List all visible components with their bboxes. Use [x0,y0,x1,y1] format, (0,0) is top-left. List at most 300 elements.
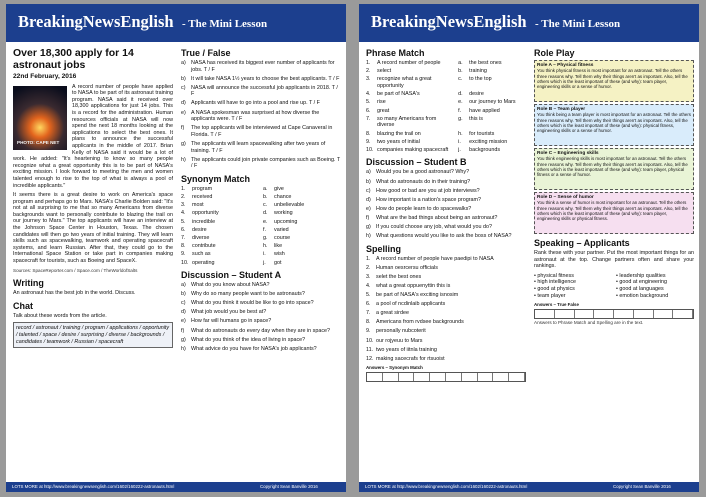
role-text: You think engineering skills is most important for an astronaut. Tell the others three reasons why. Tell them why their things aren't as important. Also, tell the others which is the least important of these (and why): team player, physical fitness or a sense of humor. [537,156,688,178]
true-false-item-text: NASA will announce the successful job applicants in 2018. T / F [191,84,338,98]
speaking-item: • leadership qualities [616,273,694,280]
synonym-match-cell [181,235,259,242]
synonym-match-text: incredible [192,218,216,225]
phrase-match-cell [458,108,526,115]
synonym-match-text: working [274,210,293,217]
phrase-match-number: 6. [366,107,371,114]
synonym-match-cell [181,202,259,209]
footer-link[interactable]: LOTS MORE at http://www.breakingnewsenglish.com/1602/160222-astronauts.html [12,484,175,489]
phrase-match-text: this is [469,115,483,122]
discussion-a-question-number: b) [181,291,186,298]
section-heading-synonym-match: Synonym Match [181,173,251,184]
true-false-item [181,141,341,154]
synonym-match-cell [263,260,341,267]
phrase-match-cell [366,131,454,138]
discussion-b-question-number: d) [366,196,371,203]
phrase-match-text: the best ones [469,60,502,66]
phrase-match-text: backgrounds [469,146,501,153]
discussion-a-question-text: How far will humans go in space? [191,318,272,325]
phrase-match-number: 7. [366,115,371,122]
synonym-match-cell [181,186,259,193]
phrase-match-text: two years of initial [377,138,420,145]
discussion-b-question-number: a) [366,169,371,176]
phrase-match-number: d. [458,91,463,98]
footer-link[interactable]: LOTS MORE at http://www.breakingnewsenglish.com/1602/160222-astronauts.html [365,484,528,489]
section-heading-spelling: Spelling [366,243,402,254]
phrase-match-cell [366,108,454,115]
synonym-match-cell [181,219,259,226]
left-column [13,48,173,348]
spelling-item-text: two years of iitnla training [376,346,437,353]
discussion-a-question [181,328,341,335]
discussion-a-question-number: c) [181,300,186,307]
discussion-a-question-text: What do you think of the idea of living in space? [191,336,306,343]
phrase-match-number: 3. [366,76,371,83]
synonym-match-number: 6. [181,226,186,233]
synonym-match-number: 4. [181,210,186,217]
true-false-item-number: d) [181,100,186,107]
phrase-match-text: companies making spacecraft [377,146,449,153]
spelling-item-number: 8. [366,319,371,326]
synonym-match-cell [263,227,341,234]
phrase-match-number: 2. [366,68,371,75]
synonym-match-number: g. [263,234,268,241]
spelling-item-text: Human oesrcersu officials [376,264,438,271]
synonym-match-cell [263,194,341,201]
spelling-item [366,347,526,354]
synonym-match-text: course [274,234,291,241]
role-text: You think physical fitness is most important for an astronaut. Tell the others three reasons why. Tell them why their things aren't as important. Also, tell the others which is the least important of these (and why): team player, engineering skills or a sense of humor. [537,68,688,90]
speaking-item: • good at languages [616,286,694,293]
synonym-match-cell [263,251,341,258]
phrase-match-text: be part of NASA's [377,91,420,98]
discussion-b-question-number: f) [366,214,370,221]
phrase-match-number: e. [458,99,463,106]
phrase-match-cell [366,91,454,98]
synonym-match-cell [181,251,259,258]
true-false-item [181,85,341,98]
true-false-item-number: b) [181,75,186,82]
spelling-item-number: 11. [366,346,374,353]
spelling-item-text: Americans from rvdsee backgrounds [376,319,464,326]
synonym-match-number: 2. [181,194,186,200]
phrase-match-number: 5. [366,99,371,106]
phrase-match-cell [458,99,526,106]
brand-title: BreakingNewsEnglish [371,12,527,31]
discussion-b-question [366,197,526,204]
synonym-match-grid [181,186,341,266]
brand-title: BreakingNewsEnglish [18,12,174,31]
spelling-item-number: 1. [366,255,371,262]
spelling-item-number: 9. [366,328,371,335]
section-heading-speaking: Speaking – Applicants [534,238,630,248]
phrase-match-grid [366,60,526,153]
discussion-a-question-text: What job would you be best at? [191,309,267,316]
phrase-match-cell [366,60,454,67]
role-play-list [534,60,694,234]
synonym-match-cell [181,210,259,217]
writing-prompt: An astronaut has the best job in the world. Discuss. [13,290,136,297]
synonym-match-text: wish [274,251,285,258]
synonym-match-text: diverse [192,234,210,241]
article-photo [13,86,67,150]
synonym-match-text: upcoming [274,218,298,225]
speaking-item: • physical fitness [534,273,612,280]
section-heading-role-play: Role Play [534,48,575,58]
synonym-match-number: j. [263,259,266,266]
page-left [6,4,346,492]
spelling-item [366,328,526,335]
discussion-b-question-text: What are the bad things about being an astronaut? [376,214,498,221]
spelling-item [366,319,526,326]
true-false-item-text: The applicants could join private companies such as Boeing. T / F [191,156,341,170]
synonym-match-text: varied [274,226,289,233]
phrase-match-number: c. [458,76,463,83]
synonym-match-text: desire [192,226,207,233]
discussion-b-question-text: What questions would you like to ask the boss of NASA? [376,233,512,240]
phrase-match-text: so many Americans from diverse [377,115,437,129]
phrase-match-cell [458,76,526,89]
discussion-b-question-number: g) [366,224,371,231]
true-false-item-text: The applicants will learn spacewalking after two years of training. T / F [191,140,326,154]
discussion-b-question [366,188,526,195]
synonym-match-cell [181,243,259,250]
synonym-match-cell [263,219,341,226]
discussion-b-question [366,233,526,240]
discussion-b-question [366,179,526,186]
article-title: Over 18,300 apply for 14 astronaut jobs [13,47,134,71]
synonym-match-number: 1. [181,185,186,192]
role-title: Role C – Engineering skills [537,151,599,156]
phrase-match-text: for tourists [469,130,495,137]
discussion-b-question-text: Would you be a good astronaut? Why? [376,169,470,176]
phrase-match-number: 4. [366,91,371,98]
phrase-match-cell [366,147,454,154]
phrase-match-text: to the top [469,76,492,83]
spelling-item-text: a pool of ncdinlaib applicants [376,301,446,308]
discussion-a-question [181,282,341,289]
answers-grid-true-false [534,309,694,319]
synonym-match-text: opportunity [192,210,219,217]
phrase-match-text: recognize what a great opportunity [377,76,432,89]
section-heading-phrase-match: Phrase Match [366,48,425,58]
discussion-b-list [366,169,526,239]
synonym-match-text: chance [274,194,292,200]
discussion-a-question [181,337,341,344]
true-false-item-number: e) [181,109,186,116]
role-title: Role D – Sense of humor [537,195,594,200]
phrase-match-text: exciting mission [469,138,508,145]
synonym-match-cell [181,227,259,234]
spelling-item [366,356,526,363]
page-banner [6,4,346,42]
true-false-list [181,60,341,170]
phrase-match-cell [458,139,526,146]
chat-intro: Talk about these words from the article. [13,312,107,319]
synonym-match-cell [181,194,259,201]
article-date: 22nd February, 2016 [13,73,77,80]
discussion-a-question [181,309,341,316]
phrase-match-cell [458,60,526,67]
phrase-match-cell [458,68,526,75]
article-sources: Sources: SpaceReporter.com / Space.com / TheWorldofSalts [13,267,138,273]
role-text: You think being a team player is most important for an astronaut. Tell the others three reasons why. Tell them why their things aren't as important. Also, tell the others which is the least important of these (and why): physical fitness, engineering skills or a sense of humor. [537,112,692,134]
spelling-item-text: our rojyeuu to Mars [376,337,423,344]
discussion-a-list [181,282,341,352]
spelling-item-number: 2. [366,264,371,271]
synonym-match-number: 3. [181,202,186,209]
section-heading-writing: Writing [13,278,44,289]
synonym-match-number: a. [263,185,268,192]
synonym-match-cell [263,202,341,209]
spelling-item-text: A record number of people have paedipi to NASA [376,255,494,262]
spelling-item [366,274,526,281]
discussion-a-question-number: d) [181,309,186,316]
phrase-match-text: desire [469,91,484,98]
synonym-match-cell [263,186,341,193]
phrase-match-cell [366,99,454,106]
speaking-list [534,273,694,299]
true-false-item [181,60,341,73]
synonym-match-text: most [192,202,204,209]
synonym-match-text: unbelievable [274,202,305,209]
synonym-match-text: got [274,259,282,266]
mini-lesson-label: - The Mini Lesson [182,18,268,30]
role-title: Role A – Physical fitness [537,63,594,68]
spelling-item-text: what a great oppuenyttin this is [376,283,451,289]
synonym-match-text: operating [192,259,215,266]
spelling-list [366,256,526,363]
synonym-match-number: h. [263,243,268,250]
spelling-item [366,338,526,345]
discussion-b-question [366,206,526,213]
phrase-match-cell [366,68,454,75]
section-heading-discussion-b: Discussion – Student B [366,157,467,168]
true-false-item-text: The top applicants will be interviewed at Cape Canaveral in Florida. T / F [191,125,333,138]
answers-note: Answers to Phrase Match and Spelling are in the text. [534,319,644,325]
discussion-b-question-number: b) [366,178,371,185]
phrase-match-number: 10. [366,146,374,153]
true-false-item-number: h) [181,156,186,163]
discussion-a-question-text: What do you think it would be like to go into space? [191,300,314,307]
page-footer [359,482,699,492]
page-footer [6,482,346,492]
article-paragraph: A record number of people have applied to NASA to be part of its astronaut training program. NASA said it received over 18,300 applications for just 14 jobs. This is a record for the administration. Human resources officials at NASA will now spend the next 18 months looking at the applications to select the best ones. It plans to announce the successful applicants in the middle of 2017. Brian Kelly of NASA said it would be a lot of work. He added: "It's heartening to know so many people recognize what a great opportunity this is to be part of NASA's exciting mission. I look forward to meeting the men and women talented enough to rise to the top of what is always a pool of incredible applicants." [13,83,173,189]
answers-grid-synonym [366,372,526,382]
phrase-match-number: h. [458,130,463,137]
page-banner [359,4,699,42]
true-false-item-number: f) [181,125,185,132]
discussion-b-question-number: h) [366,233,371,240]
phrase-match-cell [366,76,454,89]
spelling-item-number: 5. [366,292,371,299]
discussion-a-question [181,300,341,307]
speaking-item: • team player [534,293,612,300]
phrase-match-cell [458,131,526,138]
phrase-match-text: have applied [469,107,500,114]
spelling-item-text: selet the best ones [376,273,422,280]
phrase-match-text: our journey to Mars [469,99,516,106]
true-false-item-number: c) [181,84,186,91]
spelling-item-text: personally nubcoterit [376,328,426,335]
discussion-b-question-text: What do astronauts do in their training? [376,178,471,185]
synonym-match-cell [263,210,341,217]
phrase-match-number: b. [458,68,463,75]
phrase-match-text: select [377,68,392,75]
synonym-match-number: b. [263,194,268,200]
discussion-a-question-text: What do you know about NASA? [191,282,270,289]
phrase-match-number: a. [458,60,463,66]
phrase-match-text: training [469,68,487,75]
role-card [534,148,694,190]
discussion-b-question-text: How good or bad are you at job interviews? [376,187,480,194]
phrase-match-text: A record number of people [377,60,441,66]
answers-heading-true-false: Answers – True False [534,302,579,308]
speaking-item: • emotion background [616,293,694,300]
true-false-item [181,76,341,83]
discussion-b-question [366,224,526,231]
phrase-match-number: 9. [366,138,371,145]
phrase-match-number: f. [458,107,462,114]
phrase-match-number: 1. [366,60,371,66]
synonym-match-cell [263,235,341,242]
spelling-item [366,256,526,263]
spelling-item-number: 6. [366,301,371,308]
role-title: Role B – Team player [537,107,586,112]
synonym-match-number: 10. [181,259,189,266]
photo-caption: PHOTO: CAPE NET [17,140,60,145]
discussion-b-question [366,215,526,222]
role-card [534,192,694,234]
spelling-item [366,292,526,299]
speaking-item: • good at physics [534,286,612,293]
phrase-match-cell [458,91,526,98]
speaking-item: • high intelligence [534,279,612,286]
discussion-a-question-number: g) [181,336,186,343]
discussion-a-question-number: f) [181,327,185,334]
synonym-match-number: c. [263,202,268,209]
synonym-match-number: 7. [181,234,186,241]
synonym-match-text: like [274,243,283,250]
spelling-item-number: 7. [366,310,371,317]
phrase-match-text: great [377,107,390,114]
true-false-item-text: It will take NASA 1½ years to choose the best applicants. T / F [191,75,340,82]
phrase-match-number: 8. [366,130,371,137]
synonym-match-number: d. [263,210,268,217]
synonym-match-text: received [192,194,213,200]
section-heading-chat: Chat [13,300,33,311]
phrase-match-cell [458,116,526,129]
synonym-match-text: such as [192,251,211,258]
discussion-b-question-number: c) [366,187,371,194]
discussion-a-question [181,318,341,325]
true-false-item [181,110,341,123]
phrase-match-cell [366,139,454,146]
page-right [359,4,699,492]
discussion-a-question-text: What do astronauts do every day when they are in space? [191,327,331,334]
true-false-item [181,100,341,107]
spelling-item-number: 10. [366,337,374,344]
footer-copyright: Copyright Sean Banville 2016 [260,484,318,489]
role-card [534,104,694,146]
synonym-match-text: give [274,185,284,192]
right-column [534,48,694,326]
spelling-item-number: 4. [366,283,371,289]
spelling-item-text: be part of NASA's exciting isnosim [376,292,459,299]
discussion-b-question-text: How important is a nation's space program? [376,196,481,203]
phrase-match-text: rise [377,99,386,106]
synonym-match-number: e. [263,218,268,225]
speaking-item: • good at engineering [616,279,694,286]
synonym-match-number: f. [263,226,266,233]
discussion-b-question [366,169,526,176]
phrase-match-cell [366,116,454,129]
mini-lesson-label: - The Mini Lesson [535,18,621,30]
spelling-item-number: 12. [366,355,374,362]
discussion-a-question-text: What advice do you have for NASA's job applicants? [191,345,317,352]
discussion-a-question-text: Why do so many people want to be astronauts? [191,291,305,298]
spelling-item [366,310,526,317]
true-false-item-text: A NASA spokesman was surprised at how diverse the applicants were. T / F [191,109,320,123]
true-false-item-text: Applicants will have to go into a pool and rise up. T / F [191,100,320,107]
role-card [534,60,694,102]
phrase-match-number: g. [458,115,463,122]
true-false-item-number: g) [181,140,186,147]
discussion-a-question-number: a) [181,282,186,289]
true-false-item [181,125,341,138]
synonym-match-text: program [192,185,213,192]
role-text: You think a sense of humor is most important for an astronaut. Tell the others three reasons why. Tell them why their things aren't as important. Also, tell the others which is the least important of these (and why): team player, engineering skills or physical fitness. [537,200,688,222]
synonym-match-cell [181,260,259,267]
discussion-a-question-number: e) [181,318,186,325]
discussion-a-question [181,291,341,298]
spelling-item-text: a great sirdee [376,310,409,317]
section-heading-discussion-a: Discussion – Student A [181,270,282,281]
true-false-item [181,157,341,170]
left-column [366,48,526,382]
article-paragraph: It seems there is a great desire to work on America's space program and perhaps go to Mars. NASA's Charlie Bolden said: "It's not at all surprising to me that so many Americans from diverse backgrounds want to personally contribute to blazing the trail on our journey to Mars." The top applicants will have an interview at the Johnson Space Center in Houston, Texas. The chosen candidates will then go two years of initial training. They will learn skills such as spacewalking, teamwork and operating spacecraft systems, and learn Russian. After that, they could go to the International Space Station or take part in companies making spacecraft for tourists, such as Boeing and SpaceX. [13,192,173,265]
synonym-match-number: i. [263,251,266,258]
speaking-intro: Rank these with your partner. Put the most important things for an astronaut at the top. Change partners often and share your rankings. [534,250,694,270]
phrase-match-text: blazing the trail on [377,130,421,137]
true-false-item-number: a) [181,60,186,66]
phrase-match-number: j. [458,146,461,153]
discussion-b-question-number: e) [366,205,371,212]
spelling-item [366,301,526,308]
phrase-match-number: i. [458,138,461,145]
synonym-match-text: contribute [192,243,216,250]
spelling-item [366,265,526,272]
chat-word-box: record / astronaut / training / program / applications / opportunity / talented / space / desire / surprising / diverse / backgrounds / candidates / teamwork / Russian / spacecraft [13,322,173,348]
discussion-b-question-text: How do people learn to do spacewalks? [376,205,472,212]
spelling-item-number: 3. [366,273,371,280]
spelling-item [366,283,526,290]
spelling-item-text: making sacecrafs for rtsuoist [376,355,445,362]
discussion-a-question [181,346,341,353]
discussion-b-question-text: If you could choose any job, what would you do? [376,224,492,231]
true-false-item-text: NASA has received its biggest ever number of applicants for jobs. T / F [191,60,335,73]
synonym-match-number: 9. [181,251,186,258]
phrase-match-cell [458,147,526,154]
discussion-a-question-number: h) [181,345,186,352]
synonym-match-number: 5. [181,218,186,225]
synonym-match-cell [263,243,341,250]
answers-heading-synonym: Answers – Synonym Match [366,365,423,371]
footer-copyright: Copyright Sean Banville 2016 [613,484,671,489]
synonym-match-number: 8. [181,243,186,250]
section-heading-true-false: True / False [181,48,231,58]
right-column [181,48,341,355]
